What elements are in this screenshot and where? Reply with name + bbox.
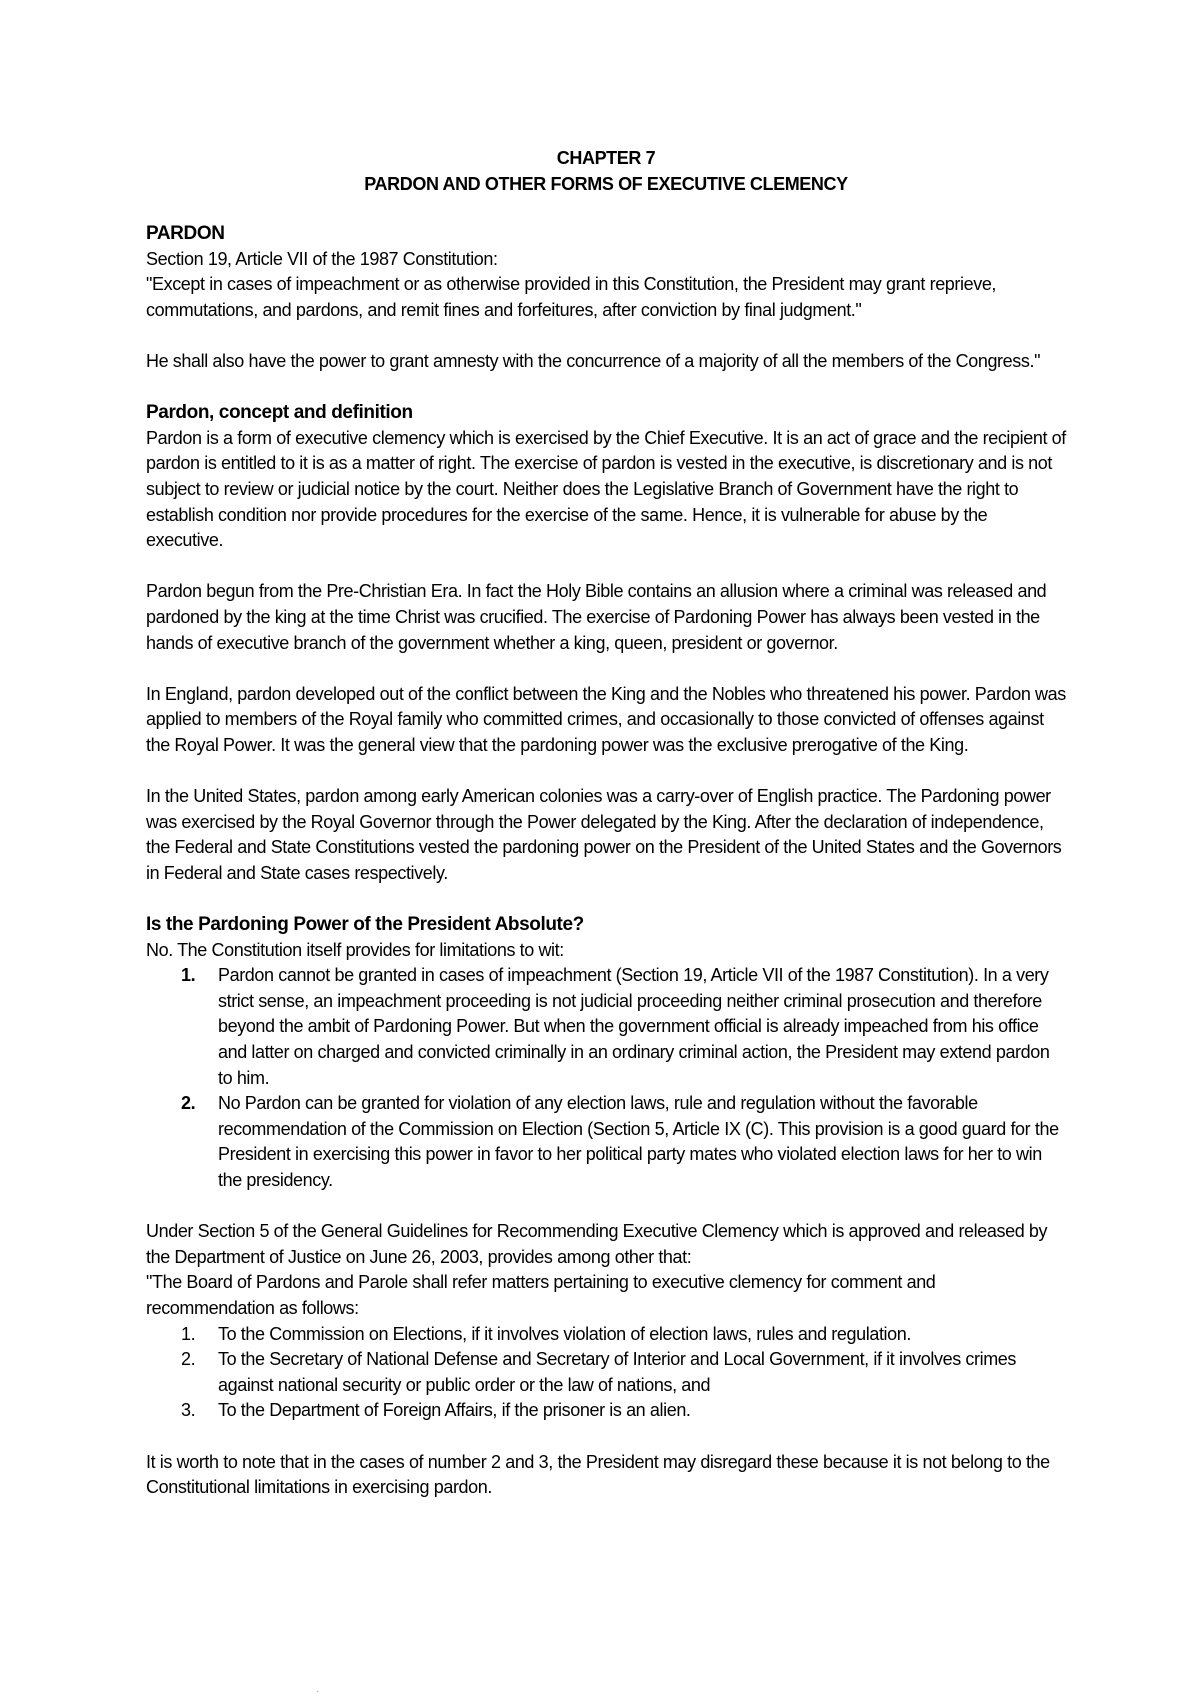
chapter-title: PARDON AND OTHER FORMS OF EXECUTIVE CLEMENCY bbox=[364, 174, 848, 194]
list-item-text: To the Department of Foreign Affairs, if the prisoner is an alien. bbox=[218, 1400, 691, 1421]
document-page bbox=[146, 145, 1066, 1501]
guidelines-quote: "The Board of Pardons and Parole shall refer matters pertaining to executive clemency for comment and recommendation as follows: bbox=[146, 1272, 936, 1318]
concept-heading: Pardon, concept and definition bbox=[146, 402, 413, 424]
list-item-number: 2. bbox=[181, 1349, 196, 1370]
list-item bbox=[146, 963, 1066, 1091]
list-item-number: 1. bbox=[181, 965, 196, 986]
constitution-quote-2: He shall also have the power to grant amnesty with the concurrence of a majority of all the members of the Congress." bbox=[146, 350, 1041, 371]
list-item-number: 1. bbox=[181, 1323, 196, 1344]
guidelines-intro: Under Section 5 of the General Guidelines for Recommending Executive Clemency which is approved and released by the Department of Justice on June 26, 2003, provides among other that: bbox=[146, 1221, 1048, 1267]
chapter-number: CHAPTER 7 bbox=[556, 148, 656, 168]
referral-list bbox=[146, 1322, 1066, 1424]
list-item-text: No Pardon can be granted for violation of any election laws, rule and regulation without the favorable recommendation of the Commission on Election (Section 5, Article IX (C). This provision is a good guard for the President in exercising this power in favor to her political party mates who violated election laws for her to win the presidency. bbox=[218, 1093, 1059, 1190]
list-item-text: Pardon cannot be granted in cases of impeachment (Section 19, Article VII of the 1987 Constitution). In a very strict sense, an impeachment proceeding is not judicial proceeding neither criminal prosecution and therefore beyond the ambit of Pardoning Power. But when the government official is already impeached from his office and latter on charged and convicted criminally in an ordinary criminal action, the President may extend pardon to him. bbox=[218, 965, 1050, 1088]
list-item-text: To the Commission on Elections, if it involves violation of election laws, rules and regulation. bbox=[218, 1323, 911, 1344]
constitution-citation: Section 19, Article VII of the 1987 Constitution: bbox=[146, 248, 498, 269]
absolute-heading: Is the Pardoning Power of the President Absolute? bbox=[146, 914, 584, 936]
list-item bbox=[146, 1322, 1066, 1348]
limitations-list bbox=[146, 963, 1066, 1193]
list-item-text: To the Secretary of National Defense and Secretary of Interior and Local Government, if it involves crimes against national security or public order or the law of nations, and bbox=[218, 1349, 1017, 1395]
footer-mark: · bbox=[316, 1686, 320, 1697]
constitution-quote-1: "Except in cases of impeachment or as otherwise provided in this Constitution, the President may grant reprieve, commutations, and pardons, and remit fines and forfeitures, after conviction by final judgment." bbox=[146, 274, 997, 320]
concept-paragraph-1: Pardon is a form of executive clemency which is exercised by the Chief Executive. It is an act of grace and the recipient of pardon is entitled to it is as a matter of right. The exercise of pardon is vested in the executive, is discretionary and is not subject to review or judicial notice by the court. Neither does the Legislative Branch of Government have the right to establish condition nor provide procedures for the exercise of the same. Hence, it is vulnerable for abuse by the executive. bbox=[146, 427, 1066, 551]
list-item-number: 3. bbox=[181, 1400, 196, 1421]
concept-paragraph-4: In the United States, pardon among early American colonies was a carry-over of English practice. The Pardoning power was exercised by the Royal Governor through the Power delegated by the King. After the declaration of independence, the Federal and State Constitutions vested the pardoning power on the President of the United States and the Governors in Federal and State cases respectively. bbox=[146, 786, 1062, 883]
pardon-heading: PARDON bbox=[146, 223, 225, 244]
closing-paragraph: It is worth to note that in the cases of number 2 and 3, the President may disregard these because it is not belong to the Constitutional limitations in exercising pardon. bbox=[146, 1451, 1050, 1498]
list-item-number: 2. bbox=[181, 1093, 196, 1114]
list-item bbox=[146, 1091, 1066, 1193]
absolute-intro: No. The Constitution itself provides for limitations to wit: bbox=[146, 939, 564, 960]
list-item bbox=[146, 1398, 1066, 1424]
concept-paragraph-3: In England, pardon developed out of the conflict between the King and the Nobles who threatened his power. Pardon was applied to members of the Royal family who committed crimes, and occasionally to those convicted of offenses against the Royal Power. It was the general view that the pardoning power was the exclusive prerogative of the King. bbox=[146, 683, 1066, 755]
concept-paragraph-2: Pardon begun from the Pre-Christian Era. In fact the Holy Bible contains an allusion where a criminal was released and pardoned by the king at the time Christ was crucified. The exercise of Pardoning Power has always been vested in the hands of executive branch of the government whether a king, queen, president or governor. bbox=[146, 581, 1047, 653]
list-item bbox=[146, 1347, 1066, 1398]
